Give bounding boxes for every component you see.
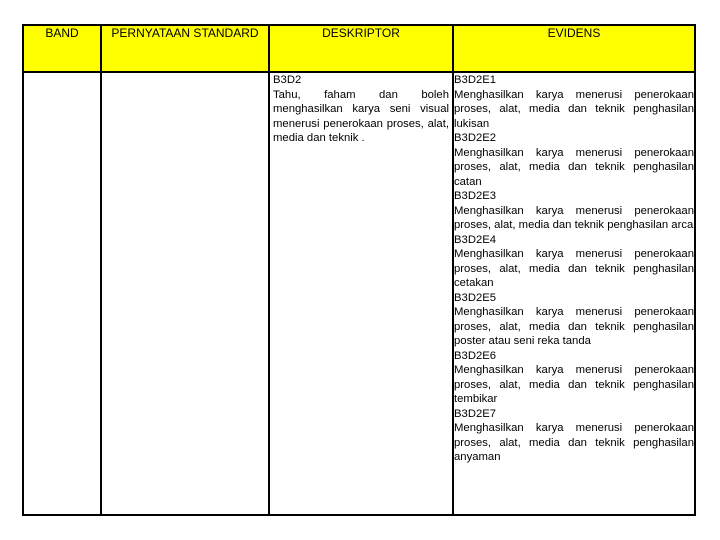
evidens-code: B3D2E5 [454,291,497,304]
evidens-cell [453,72,695,515]
evidens-text: Menghasilkan karya menerusi penerokaan proses, alat, media dan teknik penghasilan cetakan [454,248,694,289]
evidens-text: Menghasilkan karya menerusi penerokaan proses, alat, media dan teknik penghasilan anyaman [454,422,694,463]
content-row [23,72,695,515]
evidens-item [454,291,694,349]
evidens-code: B3D2E2 [454,132,497,144]
pernyataan-cell [101,72,269,515]
evidens-code: B3D2E1 [454,74,497,86]
standard-table [22,24,696,516]
evidens-item [454,189,694,233]
evidens-code: B3D2E4 [454,233,497,246]
evidens-text: Menghasilkan karya menerusi penerokaan proses, alat, media dan teknik penghasilan tembikar [454,364,694,405]
evidens-item [454,349,694,407]
header-band: BAND [23,25,101,72]
deskriptor-code: B3D2 [273,74,302,86]
evidens-item [454,131,694,189]
evidens-code: B3D2E6 [454,349,497,362]
evidens-item [454,407,694,465]
header-row [23,25,695,72]
deskriptor-cell [269,72,453,515]
evidens-code: B3D2E3 [454,190,497,202]
band-cell [23,72,101,515]
evidens-text: Menghasilkan karya menerusi penerokaan proses, alat, media dan teknik penghasilan catan [454,146,694,188]
deskriptor-text: Tahu, faham dan boleh menghasilkan karya seni visual menerusi penerokaan proses, alat, media dan teknik . [273,88,449,144]
evidens-text: Menghasilkan karya menerusi penerokaan proses, alat, media dan teknik penghasilan lukisan [454,88,694,130]
evidens-code: B3D2E7 [454,407,497,420]
evidens-text: Menghasilkan karya menerusi penerokaan proses, alat, media dan teknik penghasilan arca [454,204,694,231]
header-pernyataan-standard: PERNYATAAN STANDARD [101,25,269,72]
header-deskriptor: DESKRIPTOR [269,25,453,72]
evidens-item [454,73,694,131]
header-evidens: EVIDENS [453,25,695,72]
evidens-item [454,233,694,291]
evidens-text: Menghasilkan karya menerusi penerokaan proses, alat, media dan teknik penghasilan poster atau seni reka tanda [454,306,694,347]
